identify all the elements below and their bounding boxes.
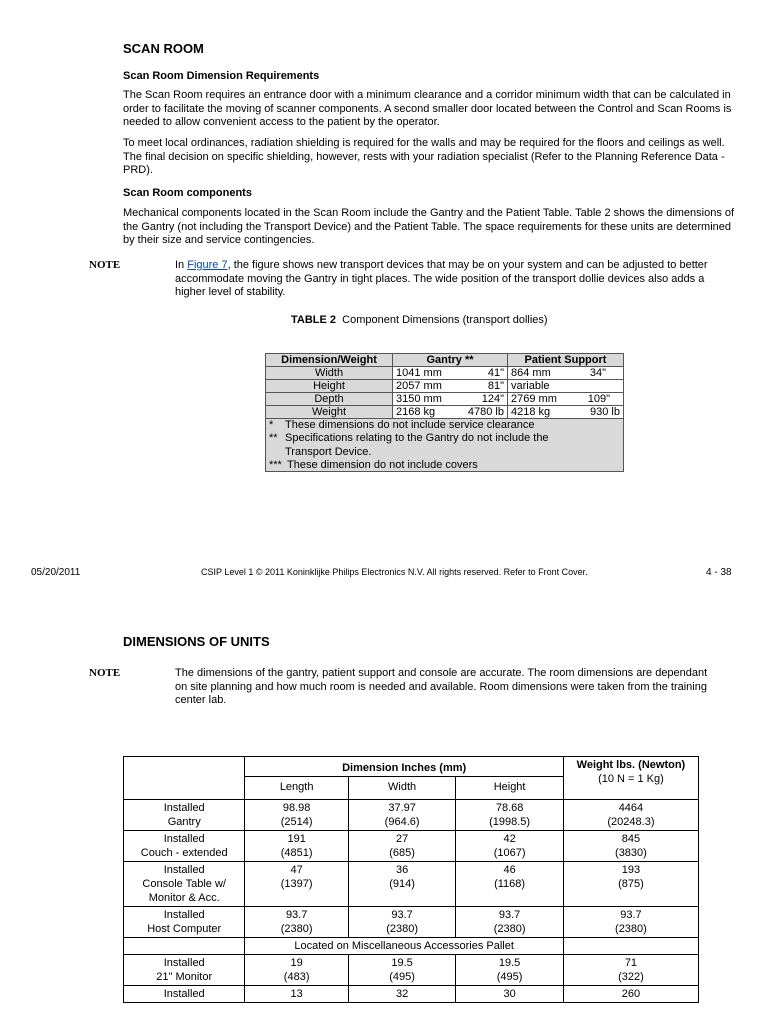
- width-inches: 19.5: [391, 957, 413, 969]
- table-row: [266, 393, 624, 406]
- paragraph-door-requirements: The Scan Room requires an entrance door with a minimum clearance and a corridor minimum width that can be calculated in order to facilitate the moving of scanner components. A second smaller door located between the Control and Scan Rooms is needed to allow convenient access to the patient by the operator.: [123, 89, 732, 129]
- span-row-label: Located on Miscellaneous Accessories Pallet: [245, 938, 563, 955]
- gantry-metric: 2057 mm: [396, 380, 442, 392]
- length-cell: [245, 831, 348, 862]
- weight-cell: [563, 986, 698, 1003]
- height-mm: (495): [496, 971, 523, 983]
- header-width: Width: [348, 777, 455, 800]
- width-inches: 37.97: [388, 802, 416, 814]
- gantry-value: [393, 367, 508, 380]
- height-cell: [456, 862, 564, 907]
- table-footnotes: [266, 419, 624, 472]
- component-dimensions-table: [265, 353, 624, 472]
- table-caption-text: Component Dimensions (transport dollies): [342, 314, 548, 326]
- weight-cell: [563, 955, 698, 986]
- patient-support-value: [508, 367, 624, 380]
- table-row: [266, 380, 624, 393]
- width-mm: (914): [389, 878, 415, 890]
- patient-imperial: 34": [589, 367, 606, 379]
- patient-metric: 2769 mm: [511, 393, 557, 405]
- item-cell: [124, 831, 245, 862]
- height-inches: 19.5: [498, 957, 521, 969]
- footer-copyright: CSIP Level 1 © 2011 Koninklijke Philips Electronics N.V. All rights reserved. Refer to Front Cover.: [201, 567, 588, 577]
- header-weight: [563, 757, 698, 800]
- patient-imperial: 930 lb: [590, 406, 620, 418]
- footer-page-number: 4 - 38: [706, 567, 732, 578]
- row-label: Width: [266, 367, 393, 380]
- footer-date: 05/20/2011: [31, 567, 81, 578]
- length-mm: (483): [283, 971, 310, 983]
- gantry-metric: 2168 kg: [396, 406, 436, 418]
- gantry-metric: 3150 mm: [396, 393, 442, 405]
- table-row: [124, 907, 699, 938]
- length-cell: [245, 986, 348, 1003]
- weight-lbs: 845: [621, 833, 641, 845]
- header-height: Height: [456, 777, 564, 800]
- length-cell: [245, 800, 348, 831]
- gantry-imperial: 81": [487, 380, 504, 392]
- weight-lbs: 93.7: [620, 909, 642, 921]
- figure-7-link[interactable]: Figure 7: [187, 259, 228, 271]
- length-inches: 98.98: [282, 802, 311, 814]
- footnote-mark: ***: [269, 459, 282, 471]
- item-line: Console Table w/: [142, 878, 226, 890]
- height-cell: [456, 831, 564, 862]
- item-line: Installed: [163, 988, 205, 1000]
- weight-cell: [563, 862, 698, 907]
- table-row: [124, 862, 699, 907]
- note-label: NOTE: [89, 667, 121, 679]
- patient-imperial: 109": [587, 393, 610, 405]
- footnote-text: These dimension do not include covers: [287, 459, 478, 471]
- length-cell: [245, 955, 348, 986]
- footnote-text: These dimensions do not include service clearance: [285, 419, 535, 431]
- header-item-blank: [124, 757, 245, 800]
- table-row: [124, 986, 699, 1003]
- length-cell: [245, 907, 348, 938]
- width-cell: [348, 862, 455, 907]
- width-mm: (685): [389, 847, 415, 859]
- weight-newton: (3830): [615, 847, 647, 859]
- height-cell: [456, 800, 564, 831]
- weight-lbs: 4464: [618, 802, 644, 814]
- width-mm: (495): [389, 971, 415, 983]
- footnote: [269, 459, 620, 471]
- item-line: Installed: [163, 909, 205, 921]
- header-length: Length: [245, 777, 348, 800]
- item-cell: [124, 800, 245, 831]
- patient-metric: variable: [511, 380, 550, 392]
- height-cell: [456, 986, 564, 1003]
- width-inches: 32: [395, 988, 409, 1000]
- gantry-value: [393, 380, 508, 393]
- item-line: Installed: [163, 833, 205, 845]
- length-mm: (2514): [280, 816, 313, 828]
- note-text-dimensions: The dimensions of the gantry, patient support and console are accurate. The room dimensions are dependant on site planning and how much room is needed and available. Room dimensions were taken from the training center lab.: [175, 667, 708, 707]
- patient-support-value: [508, 406, 624, 419]
- footnote-mark: *: [269, 419, 274, 431]
- width-cell: [348, 831, 455, 862]
- weight-cell: [563, 907, 698, 938]
- patient-support-value: [508, 380, 624, 393]
- weight-lbs: 71: [624, 957, 638, 969]
- footnote-mark: **: [269, 432, 278, 444]
- section-title-scan-room: SCAN ROOM: [123, 41, 204, 56]
- weight-newton: (875): [618, 878, 644, 890]
- weight-lbs: 193: [621, 864, 641, 876]
- table-row: [266, 367, 624, 380]
- width-inches: 27: [395, 833, 409, 845]
- item-cell: [124, 907, 245, 938]
- item-line: Couch - extended: [140, 847, 228, 859]
- weight-newton: (2380): [615, 923, 647, 935]
- width-cell: [348, 955, 455, 986]
- height-mm: (1998.5): [489, 816, 531, 828]
- height-mm: (1067): [493, 847, 526, 859]
- patient-metric: 864 mm: [511, 367, 551, 379]
- gantry-imperial: 41": [487, 367, 504, 379]
- item-line: Monitor & Acc.: [148, 892, 220, 904]
- item-line: 21" Monitor: [156, 971, 213, 983]
- paragraph-radiation-shielding: To meet local ordinances, radiation shielding is required for the walls and may be required for the floors and ceilings as well. The final decision on specific shielding, however, rests with your radiation specialist (Refer to the Planning Reference Data - PRD).: [123, 137, 725, 177]
- header-gantry: Gantry **: [393, 354, 508, 367]
- length-mm: (1397): [280, 878, 313, 890]
- item-cell: [124, 986, 245, 1003]
- gantry-value: [393, 393, 508, 406]
- gantry-metric: 1041 mm: [396, 367, 442, 379]
- header-dimension-weight: Dimension/Weight: [266, 354, 393, 367]
- span-row-blank: [124, 938, 245, 955]
- height-cell: [456, 907, 564, 938]
- weight-cell: [563, 800, 698, 831]
- width-cell: [348, 986, 455, 1003]
- footnote: [269, 431, 620, 459]
- span-row-blank-weight: [563, 938, 698, 955]
- height-mm: (2380): [493, 923, 526, 935]
- length-cell: [245, 862, 348, 907]
- weight-lbs: 260: [621, 988, 641, 1000]
- width-cell: [348, 907, 455, 938]
- weight-header-label: Weight lbs. (Newton): [576, 759, 686, 771]
- length-inches: 191: [287, 833, 306, 845]
- unit-dimensions-table: [123, 756, 699, 1003]
- item-line: Installed: [163, 802, 205, 814]
- gantry-imperial: 4780 lb: [467, 406, 504, 418]
- footnotes-cell: [266, 419, 624, 472]
- table-caption-label: TABLE 2: [291, 314, 337, 326]
- height-inches: 46: [503, 864, 516, 876]
- patient-metric: 4218 kg: [511, 406, 551, 418]
- height-inches: 30: [503, 988, 516, 1000]
- footnote: [269, 419, 620, 431]
- length-inches: 47: [290, 864, 303, 876]
- width-mm: (964.6): [384, 816, 420, 828]
- height-inches: 42: [503, 833, 516, 845]
- width-cell: [348, 800, 455, 831]
- item-line: Installed: [163, 957, 205, 969]
- table-row: [266, 406, 624, 419]
- header-dimension-inches: Dimension Inches (mm): [245, 757, 563, 777]
- item-line: Gantry: [167, 816, 201, 828]
- note-text-suffix: , the figure shows new transport devices that may be on your system and can be adjusted to better accommodate moving the Gantry in tight places. The wide position of the transport dollie devices also adds a higher level of stability.: [175, 259, 708, 299]
- table-row: [124, 800, 699, 831]
- length-inches: 19: [290, 957, 303, 969]
- table-span-row: [124, 938, 699, 955]
- item-line: Host Computer: [147, 923, 222, 935]
- row-label: Depth: [266, 393, 393, 406]
- note-text-transport: [175, 259, 715, 300]
- length-mm: (4851): [280, 847, 313, 859]
- subheading-dimension-requirements: Scan Room Dimension Requirements: [123, 70, 320, 82]
- height-cell: [456, 955, 564, 986]
- patient-support-value: [508, 393, 624, 406]
- row-label: Height: [266, 380, 393, 393]
- subheading-scan-room-components: Scan Room components: [123, 187, 252, 199]
- height-mm: (1168): [494, 878, 526, 890]
- row-label: Weight: [266, 406, 393, 419]
- item-cell: [124, 862, 245, 907]
- table-header-row: [124, 757, 699, 777]
- gantry-value: [393, 406, 508, 419]
- length-mm: (2380): [280, 923, 313, 935]
- item-line: Installed: [163, 864, 205, 876]
- length-inches: 93.7: [285, 909, 308, 921]
- width-mm: (2380): [386, 923, 418, 935]
- width-inches: 93.7: [391, 909, 413, 921]
- weight-header-conversion: (10 N = 1 Kg): [598, 773, 664, 785]
- weight-newton: (322): [618, 971, 644, 983]
- weight-newton: (20248.3): [607, 816, 655, 828]
- note-label: NOTE: [89, 259, 121, 271]
- width-inches: 36: [395, 864, 409, 876]
- section-title-dimensions-of-units: DIMENSIONS OF UNITS: [123, 634, 270, 649]
- paragraph-mechanical-components: Mechanical components located in the Scan Room include the Gantry and the Patient Table. Table 2 shows the dimensions of the Gantry (not including the Transport Device) and the Patient Table. The space requirements for these units are determined by their size and service contingencies.: [123, 207, 735, 247]
- table-row: [124, 831, 699, 862]
- height-inches: 78.68: [495, 802, 524, 814]
- footnote-text: Specifications relating to the Gantry do not include the Transport Device.: [285, 432, 549, 458]
- table-caption: [291, 314, 548, 326]
- note-text-prefix: In: [175, 259, 188, 271]
- table-row: [124, 955, 699, 986]
- height-inches: 93.7: [498, 909, 521, 921]
- item-cell: [124, 955, 245, 986]
- header-patient-support: Patient Support: [508, 354, 624, 367]
- gantry-imperial: 124": [481, 393, 504, 405]
- weight-cell: [563, 831, 698, 862]
- length-inches: 13: [290, 988, 303, 1000]
